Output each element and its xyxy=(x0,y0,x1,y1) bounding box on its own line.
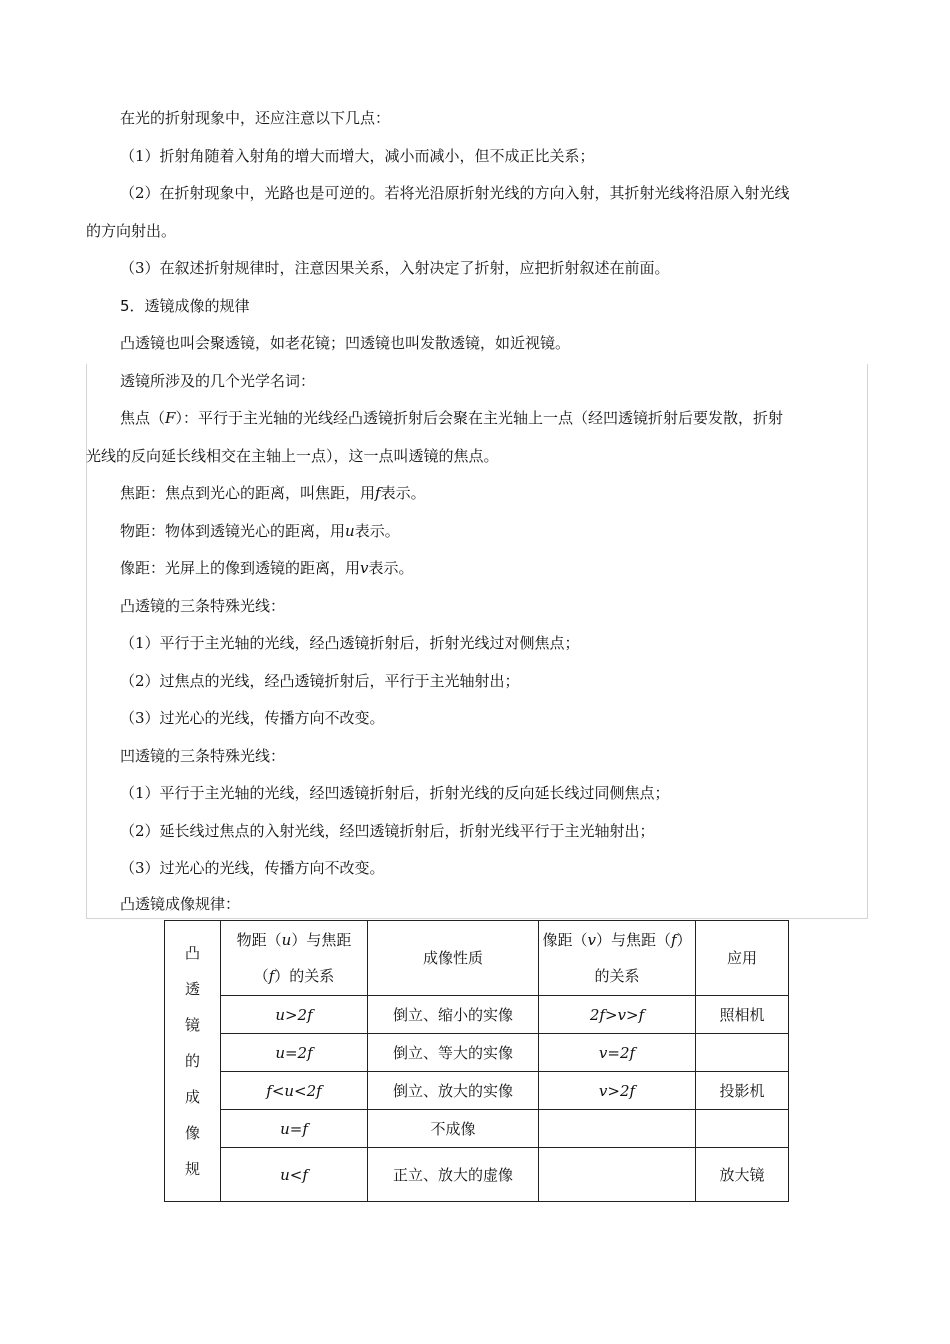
definition-focus: 焦点（F）：平行于主光轴的光线经凸透镜折射后会聚在主光轴上一点（经凹透镜折射后要发散，折射 xyxy=(120,409,783,427)
imaging-rule-title: 凸透镜成像规律： xyxy=(120,895,241,913)
convex-lens-imaging-table xyxy=(164,920,789,1202)
concave-rays-title: 凹透镜的三条特殊光线： xyxy=(120,747,286,765)
definition-focal-length: 焦距：焦点到光心的距离，叫焦距，用f表示。 xyxy=(120,484,426,502)
paragraph-refraction-notes: 在光的折射现象中，还应注意以下几点： xyxy=(120,109,391,127)
definition-image-distance: 像距：光屏上的像到透镜的距离，用v表示。 xyxy=(120,559,414,577)
table-side-label: 凸 透 镜 的 成 像 规 xyxy=(165,921,221,1202)
concave-ray-3: （3）过光心的光线，传播方向不改变。 xyxy=(120,859,385,877)
paragraph-note-2-cont: 的方向射出。 xyxy=(86,222,177,240)
definition-object-distance: 物距：物体到透镜光心的距离，用u表示。 xyxy=(120,522,400,540)
concave-ray-2: （2）延长线过焦点的入射光线，经凹透镜折射后，折射光线平行于主光轴射出； xyxy=(120,822,655,840)
table-row: u=f 不成像 xyxy=(165,1110,789,1148)
header-object-distance: 物距（u）与焦距 （f）的关系 xyxy=(221,921,368,996)
convex-ray-2: （2）过焦点的光线，经凸透镜折射后，平行于主光轴射出； xyxy=(120,672,520,690)
table-row: u=2f 倒立、等大的实像 v=2f xyxy=(165,1034,789,1072)
header-application: 应用 xyxy=(696,921,789,996)
table-row: u>2f 倒立、缩小的实像 2f>v>f 照相机 xyxy=(165,996,789,1034)
convex-ray-3: （3）过光心的光线，传播方向不改变。 xyxy=(120,709,385,727)
paragraph-note-1: （1）折射角随着入射角的增大而增大，减小而减小，但不成正比关系； xyxy=(120,147,595,165)
paragraph-note-3: （3）在叙述折射规律时，注意因果关系，入射决定了折射，应把折射叙述在前面。 xyxy=(120,259,670,277)
box-intro: 透镜所涉及的几个光学名词： xyxy=(120,372,316,390)
definition-focus-cont: 光线的反向延长线相交在主轴上一点），这一点叫透镜的焦点。 xyxy=(86,447,499,465)
header-image-distance: 像距（v）与焦距（f） 的关系 xyxy=(539,921,696,996)
concave-ray-1: （1）平行于主光轴的光线，经凹透镜折射后，折射光线的反向延长线过同侧焦点； xyxy=(120,784,670,802)
table-row: u<f 正立、放大的虚像 放大镜 xyxy=(165,1148,789,1202)
convex-rays-title: 凸透镜的三条特殊光线： xyxy=(120,597,286,615)
section-heading-5: 5．透镜成像的规律 xyxy=(120,297,250,315)
header-image-nature: 成像性质 xyxy=(368,921,539,996)
paragraph-note-2: （2）在折射现象中，光路也是可逆的。若将光沿原折射光线的方向入射，其折射光线将沿原入射光线 xyxy=(120,184,790,202)
table-row: f<u<2f 倒立、放大的实像 v>2f 投影机 xyxy=(165,1072,789,1110)
convex-ray-1: （1）平行于主光轴的光线，经凸透镜折射后，折射光线过对侧焦点； xyxy=(120,634,580,652)
paragraph-lens-types: 凸透镜也叫会聚透镜，如老花镜；凹透镜也叫发散透镜，如近视镜。 xyxy=(120,334,571,352)
